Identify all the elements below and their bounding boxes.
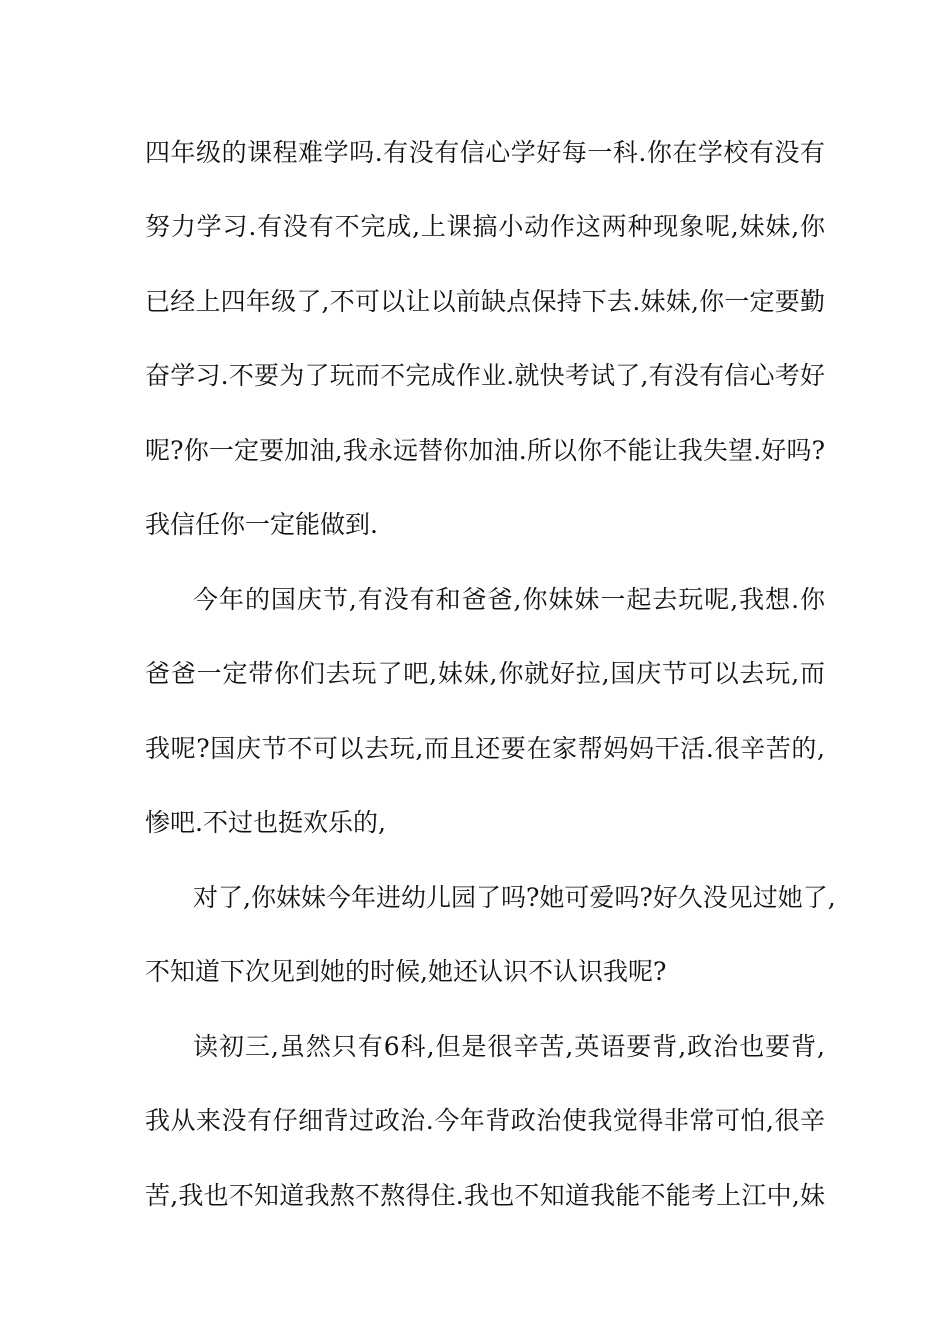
text-line: 奋学习.不要为了玩而不完成作业.就快考试了,有没有信心考好 [145, 361, 825, 390]
text-line: 不知道下次见到她的时候,她还认识不认识我呢? [145, 957, 667, 986]
paragraph-first-line: 读初三,虽然只有6科,但是很辛苦,英语要背,政治也要背, [193, 1032, 825, 1061]
text-line: 惨吧.不过也挺欢乐的, [145, 808, 386, 837]
text-line: 苦,我也不知道我熬不熬得住.我也不知道我能不能考上江中,妹 [145, 1181, 825, 1210]
text-line: 我信任你一定能做到. [145, 510, 378, 539]
text-line: 努力学习.有没有不完成,上课搞小动作这两种现象呢,妹妹,你 [145, 212, 825, 241]
text-line: 四年级的课程难学吗.有没有信心学好每一科.你在学校有没有 [145, 138, 825, 167]
text-line: 我呢?国庆节不可以去玩,而且还要在家帮妈妈干活.很辛苦的, [145, 734, 825, 763]
paragraph-first-line: 今年的国庆节,有没有和爸爸,你妹妹一起去玩呢,我想.你 [193, 585, 825, 614]
text-line: 呢?你一定要加油,我永远替你加油.所以你不能让我失望.好吗? [145, 436, 825, 465]
text-line: 爸爸一定带你们去玩了吧,妹妹,你就好拉,国庆节可以去玩,而 [145, 659, 825, 688]
paragraph-first-line: 对了,你妹妹今年进幼儿园了吗?她可爱吗?好久没见过她了, [193, 883, 836, 912]
text-line: 已经上四年级了,不可以让以前缺点保持下去.妹妹,你一定要勤 [145, 287, 825, 316]
text-line: 我从来没有仔细背过政治.今年背政治使我觉得非常可怕,很辛 [145, 1106, 825, 1135]
